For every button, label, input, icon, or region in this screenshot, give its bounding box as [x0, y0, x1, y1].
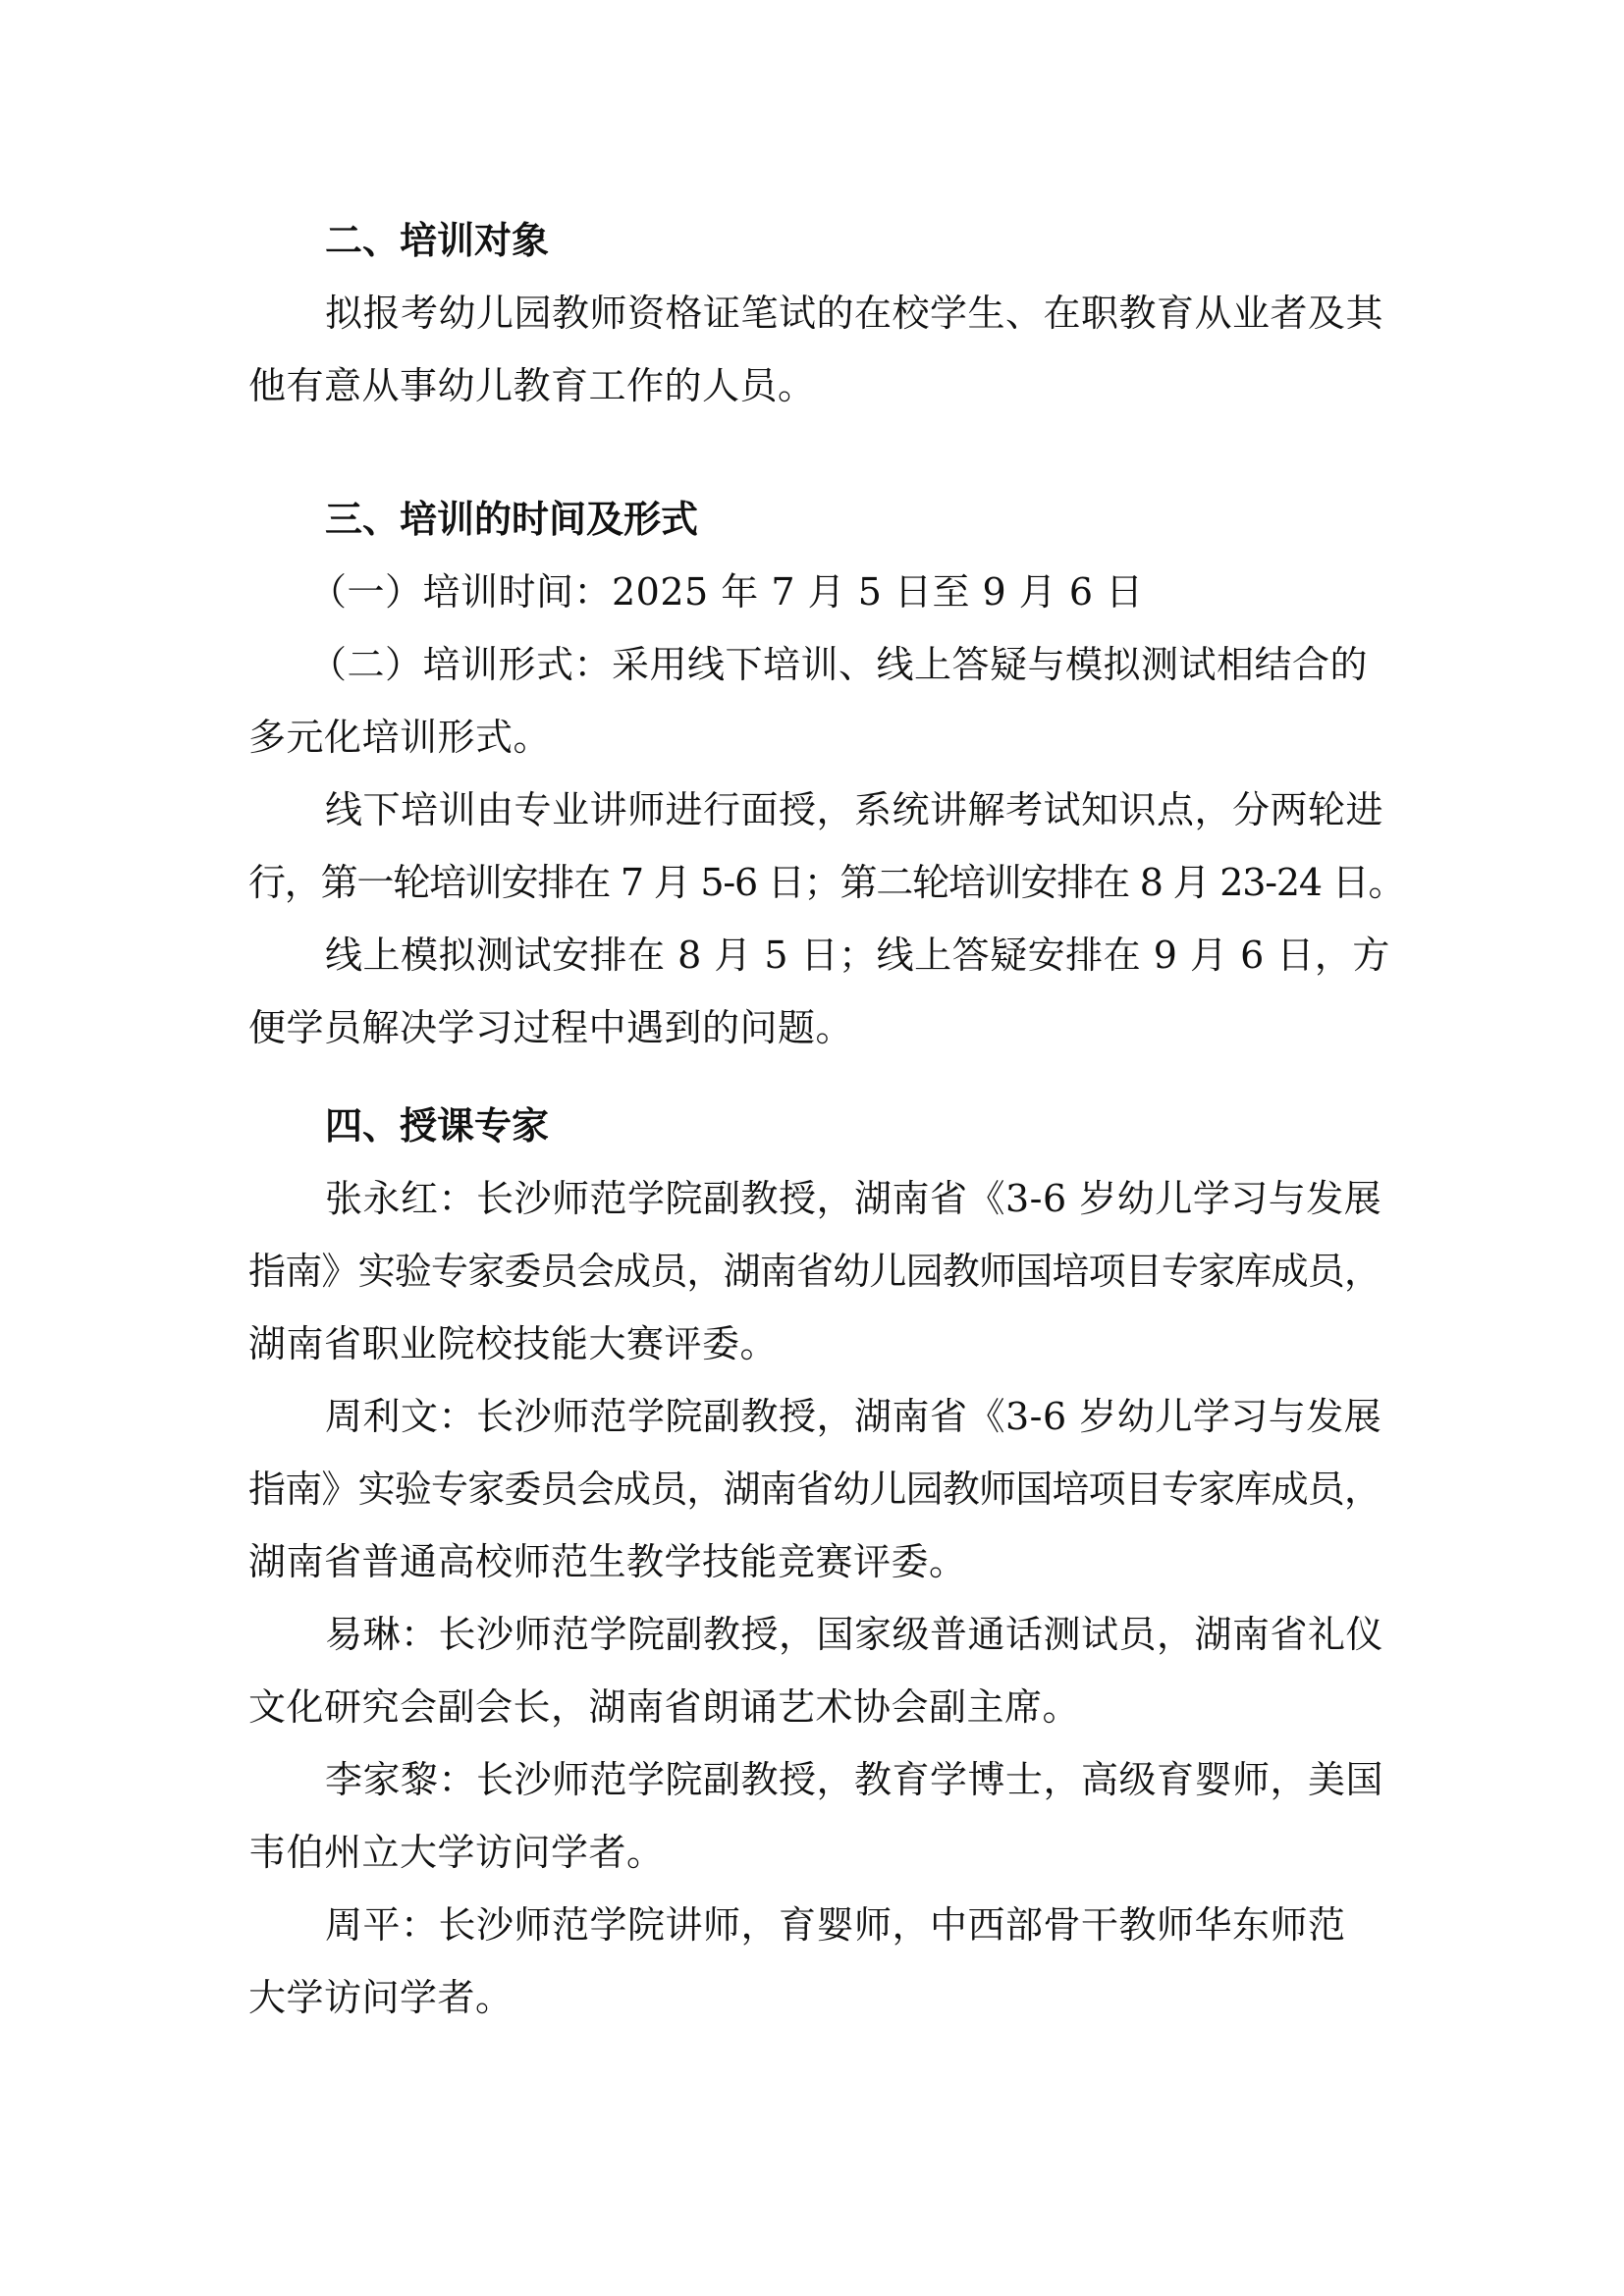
text-line: 指南》实验专家委员会成员，湖南省幼儿园教师国培项目专家库成员， — [248, 1250, 1381, 1293]
text-line: 湖南省职业院校技能大赛评委。 — [248, 1322, 779, 1365]
paragraph-instructor — [248, 1743, 1387, 1889]
text-line: 文化研究会副会长，湖南省朗诵艺术协会副主席。 — [248, 1685, 1081, 1729]
section-training-target — [248, 204, 1387, 422]
section-heading: 三、培训的时间及形式 — [325, 498, 699, 541]
text-line: 线下培训由专业讲师进行面授，系统讲解考试知识点，分两轮进 — [325, 788, 1384, 831]
paragraph — [248, 919, 1390, 1064]
text-line: 行，第一轮培训安排在 7 月 5-6 日；第二轮培训安排在 8 月 23-24 日。 — [248, 861, 1405, 904]
section-training-time-format — [248, 483, 1405, 1064]
text-line: 张永红：长沙师范学院副教授，湖南省《3-6 岁幼儿学习与发展 — [325, 1177, 1382, 1220]
text-line: 湖南省普通高校师范生教学技能竞赛评委。 — [248, 1540, 967, 1583]
section-instructors — [248, 1090, 1387, 2034]
text-line: （一）培训时间：2025 年 7 月 5 日至 9 月 6 日 — [309, 570, 1144, 614]
text-line: 多元化培训形式。 — [248, 716, 552, 759]
paragraph — [248, 277, 1387, 422]
paragraph-instructor — [248, 1162, 1387, 1380]
paragraph — [248, 556, 1387, 628]
text-line: 他有意从事幼儿教育工作的人员。 — [248, 364, 816, 407]
text-line: 韦伯州立大学访问学者。 — [248, 1831, 665, 1874]
paragraph-instructor — [248, 1598, 1387, 1743]
text-line: 便学员解决学习过程中遇到的问题。 — [248, 1006, 854, 1049]
text-line: 易琳：长沙师范学院副教授，国家级普通话测试员，湖南省礼仪 — [325, 1613, 1384, 1656]
section-heading: 二、培训对象 — [325, 219, 550, 262]
paragraph — [248, 628, 1387, 774]
paragraph — [248, 774, 1405, 919]
text-line: 周利文：长沙师范学院副教授，湖南省《3-6 岁幼儿学习与发展 — [325, 1395, 1382, 1438]
text-line: 线上模拟测试安排在 8 月 5 日；线上答疑安排在 9 月 6 日，方 — [325, 934, 1390, 977]
paragraph-instructor — [248, 1380, 1387, 1598]
section-heading: 四、授课专家 — [325, 1104, 550, 1148]
text-line: （二）培训形式：采用线下培训、线上答疑与模拟测试相结合的 — [309, 643, 1369, 686]
text-line: 周平：长沙师范学院讲师，育婴师，中西部骨干教师华东师范 — [325, 1903, 1346, 1947]
text-line: 指南》实验专家委员会成员，湖南省幼儿园教师国培项目专家库成员， — [248, 1468, 1381, 1511]
text-line: 李家黎：长沙师范学院副教授，教育学博士，高级育婴师，美国 — [325, 1758, 1384, 1801]
paragraph-instructor — [248, 1889, 1387, 2034]
text-line: 拟报考幼儿园教师资格证笔试的在校学生、在职教育从业者及其 — [325, 292, 1384, 335]
text-line: 大学访问学者。 — [248, 1976, 514, 2019]
